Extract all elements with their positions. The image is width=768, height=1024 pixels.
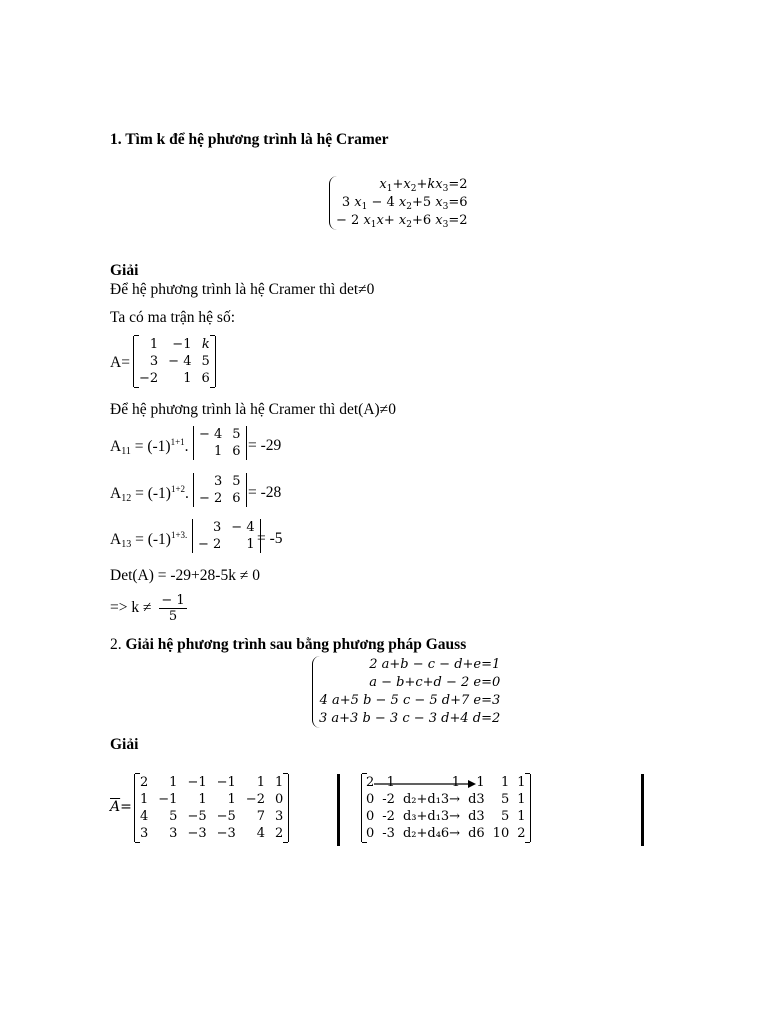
reduced-cell: 0 (366, 826, 375, 841)
cofactor-part: 1+1 (170, 437, 185, 447)
augmented-cell: 3 (169, 826, 178, 841)
cofactor-part: . (185, 485, 189, 502)
k-denominator: 5 (168, 609, 178, 624)
reduced-cell: d3 (468, 809, 485, 824)
augmented-cell: 2 (274, 826, 284, 841)
cofactor-det-cell: 5 (232, 474, 241, 489)
augmented-row (135, 825, 288, 842)
gauss-system (312, 656, 500, 728)
cofactor-det-row (193, 519, 260, 536)
cofactor-part: A (110, 531, 122, 548)
augmented-cell: 1 (140, 792, 149, 807)
augmented-cell: −3 (216, 826, 236, 841)
separator-bar-left (337, 774, 340, 846)
matrix-a-cell: 5 (201, 354, 210, 369)
k-numerator: − 1 (161, 593, 185, 608)
cofactor-det-row (194, 473, 246, 490)
augmented-cell: 1 (227, 792, 236, 807)
augmented-row (135, 774, 288, 791)
matrix-a-cell: 3 (149, 354, 159, 369)
augmented-label (110, 799, 132, 815)
reduced-cell: d3 (468, 792, 485, 807)
augmented-cell: 7 (256, 809, 265, 824)
cramer-system (329, 176, 468, 230)
matrix-a-cell: −1 (172, 337, 192, 352)
cofactor-13-label (110, 530, 187, 550)
cofactor-part: = (-1) (131, 485, 171, 502)
reduced-cell: 1 (386, 775, 395, 790)
cofactor-det-cell: 3 (213, 520, 222, 535)
cofactor-11-result: = -29 (248, 437, 282, 454)
cramer-condition-text: Để hệ phương trình là hệ Cramer thì det≠0 (110, 281, 375, 298)
augmented-row (135, 808, 288, 825)
cofactor-12-label (110, 484, 189, 504)
cofactor-det-cell: 6 (232, 444, 241, 459)
cofactor-det-cell: 1 (246, 537, 255, 552)
reduced-cell: 10 (492, 826, 510, 841)
det-equation: Det(A) = -29+28-5k ≠ 0 (110, 567, 260, 584)
matrix-a-cell: 1 (183, 371, 192, 386)
solution-label-2: Giải (110, 736, 139, 753)
k-fraction (159, 593, 186, 624)
det-condition-text: Để hệ phương trình là hệ Cramer thì det(A)≠0 (110, 401, 396, 418)
cofactor-det-cell: − 2 (198, 537, 222, 552)
reduced-cell: d₂+d₁3→ (402, 792, 461, 807)
cofactor-11-label (110, 437, 189, 457)
reduced-cell: 0 (366, 809, 375, 824)
cofactor-part: A (110, 485, 122, 502)
problem1-heading: 1. Tìm k để hệ phương trình là hệ Cramer (110, 131, 389, 148)
matrix-a-row (134, 336, 215, 353)
gauss-eq-4: 3 a+3 b − 3 c − 3 d+4 d=2 (319, 711, 501, 726)
cofactor-part: 1+3. (170, 530, 188, 540)
equation-row-1: $x_1+x_2+kx_3=2$ (379, 177, 468, 194)
augmented-cell: −1 (158, 792, 178, 807)
reduced-cell: d₂+d₄6→ (402, 826, 461, 841)
cofactor-det-row (193, 536, 260, 553)
reduced-cell: -2 (382, 792, 395, 807)
cofactor-12-result: = -28 (248, 484, 282, 501)
cofactor-part: . (184, 438, 189, 455)
augmented-cell: 4 (256, 826, 265, 841)
cofactor-part: 13 (121, 539, 132, 550)
augmented-cell: −2 (245, 792, 265, 807)
cofactor-part: A (110, 438, 122, 455)
augmented-cell: 5 (169, 809, 178, 824)
cofactor-det-row (194, 490, 246, 507)
augmented-cell: 1 (274, 775, 284, 790)
augmented-matrix (134, 774, 289, 842)
augmented-cell: 1 (198, 792, 207, 807)
reduced-cell: d6 (468, 826, 485, 841)
matrix-a-cell: 1 (149, 337, 159, 352)
cofactor-part: 1+2 (170, 484, 186, 494)
augmented-cell: 0 (274, 792, 284, 807)
reduced-cell: d₃+d₁3→ (402, 809, 461, 824)
reduced-cell: -3 (382, 826, 395, 841)
reduced-cell: 1 (476, 775, 485, 790)
solution-label-1: Giải (110, 262, 139, 279)
augmented-cell: 3 (274, 809, 284, 824)
problem2-title: Giải hệ phương trình sau bằng phương pháp Gauss (125, 636, 467, 653)
augmented-cell: −1 (216, 775, 236, 790)
cofactor-det-cell: − 4 (231, 520, 255, 535)
cofactor-13-determinant (192, 519, 261, 553)
reduced-cell: 1 (500, 775, 510, 790)
cofactor-13-result: = -5 (257, 530, 283, 547)
reduced-cell: 5 (500, 792, 510, 807)
gauss-eq-3: 4 a+5 b − 5 c − 5 d+7 e=3 (319, 693, 501, 708)
coefficient-matrix (133, 336, 216, 387)
reduced-cell: 2 (366, 775, 375, 790)
reduced-cell: 1 (517, 809, 526, 824)
matrix-a-cell: − 4 (168, 354, 192, 369)
gauss-eq-2: a − b+c+d − 2 e=0 (369, 675, 501, 690)
augmented-symbol: $\overline{A}$ (110, 799, 121, 815)
augmented-cell: 3 (140, 826, 149, 841)
equation-row-3: − 2 $x_1x+ x_2+6$ $x_3=2$ (336, 213, 468, 230)
matrix-a-row (134, 353, 215, 370)
gauss-eq-1: 2 a+b − c − d+e=1 (369, 657, 501, 672)
cofactor-12-determinant (193, 473, 247, 507)
reduced-cell: -2 (382, 809, 395, 824)
k-result (110, 593, 187, 624)
matrix-a-label: A= (110, 354, 130, 371)
reduced-cell: 0 (366, 792, 375, 807)
reduced-cell: 2 (517, 826, 526, 841)
reduced-cell: 1 (517, 792, 526, 807)
augmented-cell: 2 (140, 775, 149, 790)
augmented-cell: −5 (216, 809, 236, 824)
reduced-matrix (361, 774, 531, 842)
reduced-row (362, 808, 530, 825)
augmented-cell: 4 (140, 809, 149, 824)
row-operation-arrow (372, 776, 482, 792)
cofactor-part: = (-1) (131, 531, 171, 548)
augmented-cell: 1 (169, 775, 178, 790)
matrix-a-cell: −2 (139, 371, 159, 386)
cofactor-det-cell: 3 (214, 474, 223, 489)
augmented-cell: −5 (187, 809, 207, 824)
augmented-cell: 1 (256, 775, 265, 790)
reduced-cell: 1 (451, 775, 461, 790)
cofactor-det-row (194, 443, 246, 460)
cofactor-det-cell: 6 (232, 491, 241, 506)
matrix-a-cell: 6 (201, 371, 210, 386)
matrix-a-row (134, 370, 215, 387)
problem2-number: 2. (110, 636, 126, 653)
cofactor-det-cell: − 2 (199, 491, 223, 506)
cofactor-part: 11 (121, 446, 131, 457)
reduced-cell: 1 (517, 775, 526, 790)
cofactor-11-determinant (193, 426, 247, 460)
reduced-row (362, 825, 530, 842)
cofactor-det-cell: 5 (232, 427, 241, 442)
augmented-equals: = (120, 799, 132, 815)
equation-row-2: 3 $x_1 - 4$ $x_2+5$ $x_3=6$ (341, 195, 468, 212)
cofactor-det-row (194, 426, 246, 443)
matrix-a-cell: k (201, 337, 210, 352)
coefficient-matrix-intro: Ta có ma trận hệ số: (110, 309, 236, 326)
augmented-cell: −1 (187, 775, 207, 790)
cofactor-det-cell: − 4 (199, 427, 223, 442)
problem2-heading (110, 636, 466, 654)
cofactor-part: = (-1) (130, 438, 171, 455)
augmented-row (135, 791, 288, 808)
k-prefix: => k ≠ (110, 599, 152, 617)
separator-bar-right (641, 774, 644, 846)
cofactor-part: 12 (121, 493, 132, 504)
augmented-cell: −3 (187, 826, 207, 841)
reduced-row (362, 791, 530, 808)
cofactor-det-cell: 1 (214, 444, 223, 459)
reduced-cell: 5 (500, 809, 510, 824)
